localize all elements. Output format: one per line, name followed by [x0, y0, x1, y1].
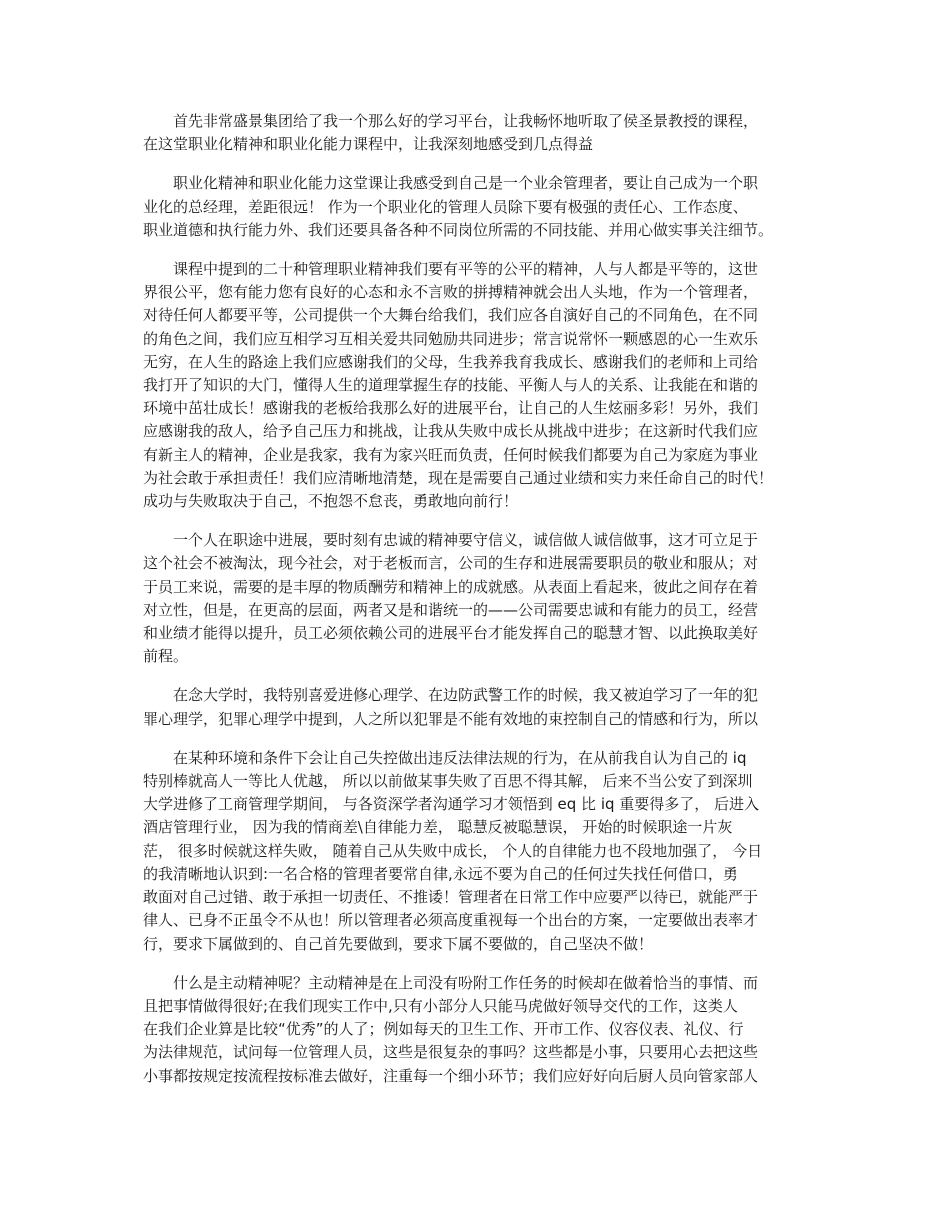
document-body: [143, 110, 823, 1104]
paragraph: [143, 747, 823, 956]
paragraph-line: 什么是主动精神呢？主动精神是在上司没有吩附工作任务的时候却在做着恰当的事情、而: [173, 973, 759, 992]
paragraph-line: 对待任何人都要平等，公司提供一个大舞台给我们，我们应各自演好自己的不同角色，在不同: [143, 306, 759, 325]
paragraph: [143, 972, 823, 1088]
paragraph-line: 和业绩才能得以提升，员工必须依赖公司的进展平台才能发挥自己的聪慧才智、以此换取美好: [143, 624, 759, 643]
paragraph-line: 大学进修了工商管理学期间， 与各资深学者沟通学习才领悟到 eq 比 iq 重要得多了， 后进入: [143, 795, 760, 814]
paragraph-line: 律人、已身不正虽令不从也！所以管理者必须高度重视每一个出台的方案，一定要做出表率才: [143, 911, 759, 930]
paragraph-line: 一个人在职途中进展，要时刻有忠诚的精神要守信义，诚信做人诚信做事，这才可立足于: [173, 531, 759, 550]
paragraph-line: 酒店管理行业， 因为我的情商差\自律能力差， 聪慧反被聪慧误， 开始的时候职途一片灰: [143, 818, 733, 837]
paragraph: [143, 258, 823, 513]
paragraph: [143, 110, 823, 156]
paragraph-line: 前程。: [143, 647, 189, 666]
paragraph-line: 职业道德和执行能力外、我们还要具备各种不同岗位所需的不同技能、并用心做实事关注细节。: [143, 220, 774, 239]
paragraph: [143, 684, 823, 730]
paragraph-line: 有新主人的精神，企业是我家，我有为家兴旺而负责，任何时候我们都要为自己为家庭为事业: [143, 445, 759, 464]
paragraph-line: 对立性，但是，在更高的层面，两者又是和谐统一的——公司需要忠诚和有能力的员工，经营: [143, 600, 759, 619]
paragraph-line: 特别棒就高人一等比人优越， 所以以前做某事失败了百思不得其解， 后来不当公安了到深圳: [143, 772, 753, 791]
paragraph: [143, 529, 823, 668]
paragraph-line: 为法律规范，试问每一位管理人员，这些是很复杂的事吗？这些都是小事，只要用心去把这些: [143, 1043, 759, 1062]
paragraph-line: 茫， 很多时候就这样失败， 随着自己从失败中成长， 个人的自律能力也不段地加强了， 今日: [143, 841, 763, 860]
paragraph-line: 在念大学时，我特别喜爱进修心理学、在边防武警工作的时候，我又被迫学习了一年的犯: [173, 686, 759, 705]
paragraph-line: 我打开了知识的大门，懂得人生的道理掌握生存的技能、平衡人与人的关系、让我能在和谐的: [143, 376, 759, 395]
paragraph-line: 的角色之间，我们应互相学习互相关爱共同勉励共同进步；常言说常怀一颗感恩的心一生欢乐: [143, 329, 759, 348]
paragraph-line: 应感谢我的敌人，给予自己压力和挑战，让我从失败中成长从挑战中进步；在这新时代我们应: [143, 422, 759, 441]
paragraph-line: 课程中提到的二十种管理职业精神我们要有平等的公平的精神，人与人都是平等的，这世: [173, 260, 759, 279]
paragraph-line: 业化的总经理，差距很远！ 作为一个职业化的管理人员除下要有极强的责任心、工作态度、: [143, 197, 748, 216]
paragraph-line: 这个社会不被淘汰，现今社会，对于老板而言，公司的生存和进展需要职员的敬业和服从；对: [143, 554, 759, 573]
paragraph-line: 的我清晰地认识到:一名合格的管理者要常自律,永远不要为自己的任何过失找任何借口，勇: [143, 864, 738, 883]
paragraph-line: 为社会敢于承担责任！我们应清晰地清楚，现在是需要自己通过业绩和实力来任命自己的时代！: [143, 468, 774, 487]
paragraph-line: 罪心理学，犯罪心理学中提到，人之所以犯罪是不能有效地的束控制自己的情感和行为，所以: [143, 709, 759, 728]
paragraph-line: 行，要求下属做到的、自己首先要做到，要求下属不要做的，自己坚决不做！: [143, 934, 654, 953]
paragraph-line: 在我们企业算是比较“优秀”的人了；例如每天的卫生工作、开市工作、仪容仪表、礼仪、行: [143, 1020, 744, 1039]
paragraph-line: 且把事情做得很好;在我们现实工作中,只有小部分人只能马虎做好领导交代的工作，这类人: [143, 996, 738, 1015]
paragraph-line: 在这堂职业化精神和职业化能力课程中，让我深刻地感受到几点得益: [143, 135, 594, 154]
paragraph-line: 首先非常盛景集团给了我一个那么好的学习平台，让我畅怀地听取了侯圣景教授的课程，: [173, 112, 759, 130]
paragraph-line: 无穷，在人生的路途上我们应感谢我们的父母，生我养我育我成长、感谢我们的老师和上司给: [143, 352, 759, 371]
paragraph-line: 于员工来说，需要的是丰厚的物质酬劳和精神上的成就感。从表面上看起来，彼此之间存在着: [143, 577, 759, 596]
paragraph: [143, 172, 823, 242]
paragraph-line: 界很公平，您有能力您有良好的心态和永不言败的拼搏精神就会出人头地，作为一个管理者，: [143, 283, 759, 302]
paragraph-line: 在某种环境和条件下会让自己失控做出违反法律法规的行为，在从前我自认为自己的 iq: [173, 748, 747, 767]
paragraph-line: 职业化精神和职业化能力这堂课让我感受到自己是一个业余管理者，要让自己成为一个职: [173, 174, 759, 193]
paragraph-line: 环境中茁壮成长！感谢我的老板给我那么好的进展平台，让自己的人生炫丽多彩！另外，我们: [143, 399, 759, 418]
paragraph-line: 成功与失败取决于自己，不抱怨不怠丧，勇敢地向前行！: [143, 492, 519, 511]
paragraph-line: 敢面对自己过错、敢于承担一切责任、不推诿！管理者在日常工作中应要严以待已，就能严于: [143, 888, 759, 907]
paragraph-line: 小事都按规定按流程按标准去做好，注重每一个细小环节；我们应好好向后厨人员向管家部人: [143, 1066, 759, 1085]
